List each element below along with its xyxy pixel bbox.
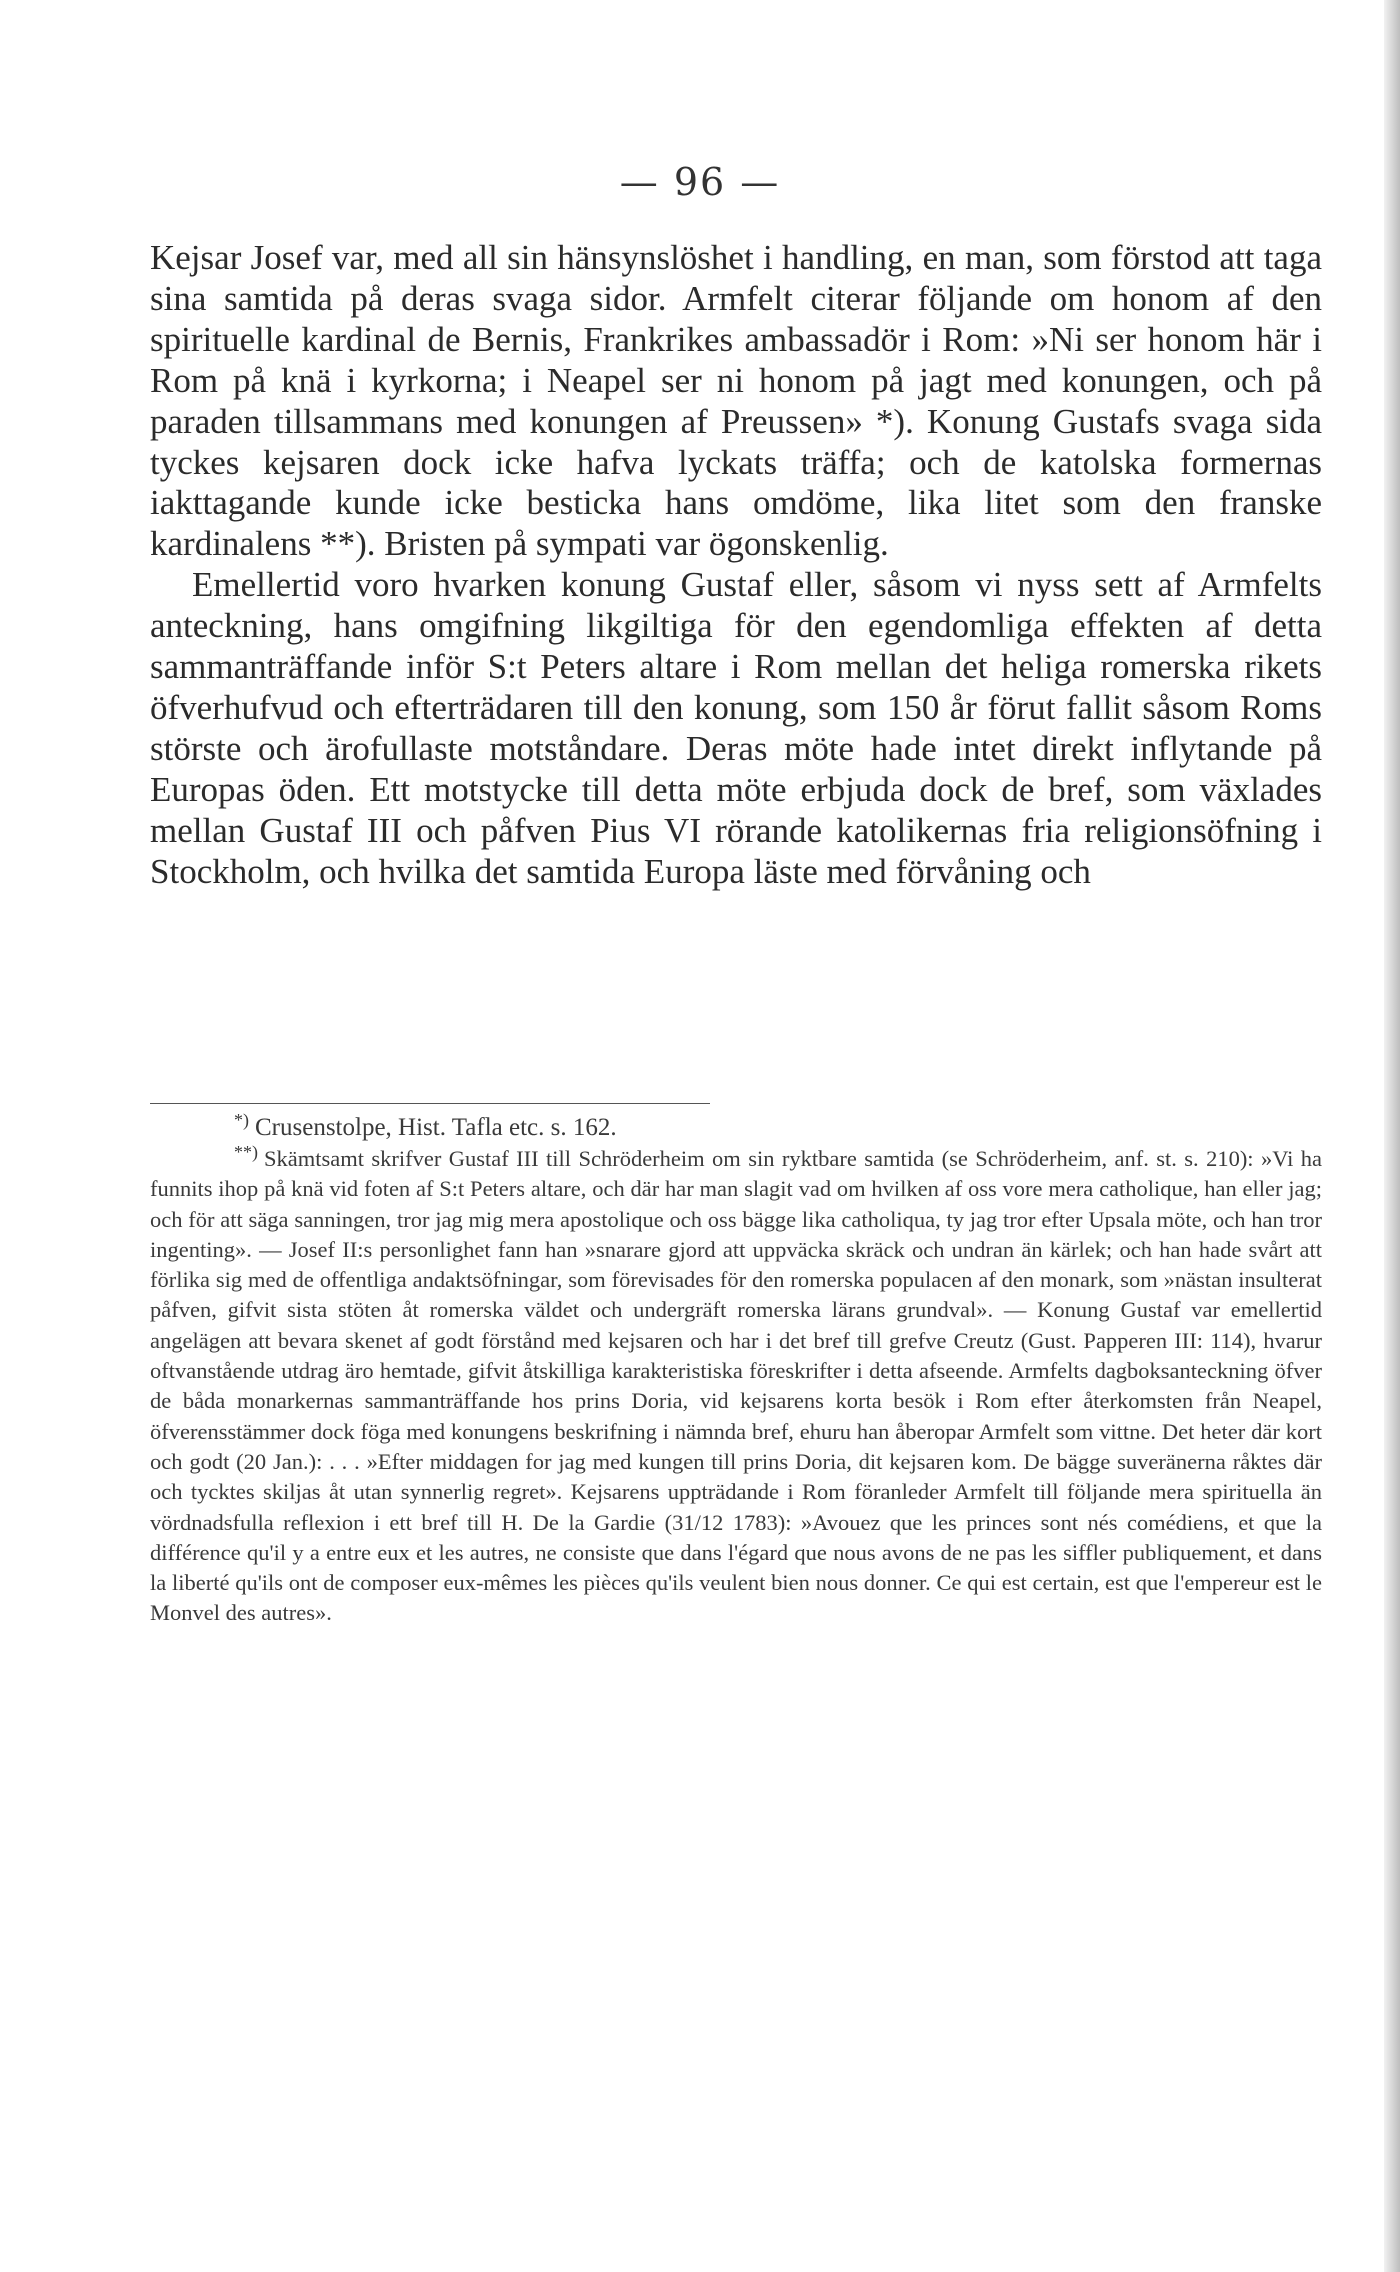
- footnote-text: Crusenstolpe, Hist. Tafla etc. s. 162.: [255, 1114, 617, 1141]
- page-edge-shadow: [1384, 0, 1400, 2272]
- body-paragraph: Emellertid voro hvarken konung Gustaf eller, såsom vi nyss sett af Armfelts anteckning, hans omgifning likgiltiga för den egendomliga effekten af detta sammanträffande inför S:t Peters altare i Rom mellan det heliga romerska rikets öfverhufvud och efterträdaren till den konung, som 150 år förut fallit såsom Roms störste och ärofullaste motståndare. Deras möte hade intet direkt inflytande på Europas öden. Ett motstycke till detta möte erbjuda dock de bref, som växlades mellan Gustaf III och påfven Pius VI rörande katolikernas fria religionsöfning i Stockholm, och hvilka det samtida Europa läste med förvåning och: [150, 565, 1322, 891]
- footnote-divider: [150, 1103, 710, 1104]
- body-text: [150, 238, 1322, 893]
- footnote: [150, 1141, 1322, 1629]
- page-number: — 96 —: [619, 160, 781, 204]
- footnote-text: Skämtsamt skrifver Gustaf III till Schröderheim om sin ryktbare samtida (se Schröderheim, anf. st. s. 210): »Vi ha funnits ihop på knä vid foten af S:t Peters altare, och där har man slagit vad om hvilken af oss vore mera catholique, han eller jag; och för att säga sanningen, tror jag mig mera apostolique och oss bägge lika catholiqua, ty jag tror efter Upsala möte, och han tror ingenting». — Josef II:s personlighet fann han »snarare gjord att uppväcka skräck och undran än kärlek; och han hade svårt att förlika sig med de offentliga andaktsöfningar, som förevisades för den romerska populacen af den monark, som »nästan insulterat påfven, gifvit sista stöten åt romerska väldet och undergräft romerska lärans grundval». — Konung Gustaf var emellertid angelägen att bevara skenet af godt förstånd med kejsaren och har i det bref till grefve Creutz (Gust. Papperen III: 114), hvarur oftvanstående utdrag äro hemtade, gifvit åtskilliga karakteristiska föreskrifter i detta afseende. Armfelts dagboksanteckning öfver de båda monarkernas sammanträffande hos prins Doria, vid kejsarens korta besök i Rom efter återkomsten från Neapel, öfverensstämmer dock föga med konungens beskrifning i nämnda bref, ehuru han åberopar Armfelt som vittne. Det heter där kort och godt (20 Jan.): . . . »Efter middagen for jag med kungen till prins Doria, dit kejsaren kom. De bägge suveränerna råktes där och tycktes skiljas åt utan synnerlig regret». Kejsarens uppträdande i Rom föranleder Armfelt till följande mera spirituella än vördnadsfulla reflexion i ett bref till H. De la Gardie (31/12 1783): »Avouez que les princes sont nés comédiens, et que la différence qu'il y a entre eux et les autres, ne consiste que dans l'égard que nous avons de ne pas les siffler publiquement, et dans la liberté qu'ils ont de composer eux-mêmes les pièces qu'ils veulent bien nous donner. Ce qui est certain, est que l'empereur est le Monvel des autres».: [150, 1146, 1322, 1626]
- footnote-marker: *): [234, 1109, 249, 1130]
- footnote: [150, 1109, 1322, 1144]
- footnotes: [150, 1109, 1322, 1629]
- body-paragraph: Kejsar Josef var, med all sin hänsynslöshet i handling, en man, som förstod att taga sina samtida på deras svaga sidor. Armfelt citerar följande om honom af den spirituelle kardinal de Bernis, Frankrikes ambassadör i Rom: »Ni ser honom här i Rom på knä i kyrkorna; i Neapel ser ni honom på jagt med konungen, och på paraden tillsammans med konungen af Preussen» *). Konung Gustafs svaga sida tyckes kejsaren dock icke hafva lyckats träffa; och de katolska formernas iakttagande kunde icke besticka hans omdöme, lika litet som den franske kardinalens **). Bristen på sympati var ögonskenlig.: [150, 238, 1322, 564]
- footnote-marker: **): [234, 1141, 258, 1162]
